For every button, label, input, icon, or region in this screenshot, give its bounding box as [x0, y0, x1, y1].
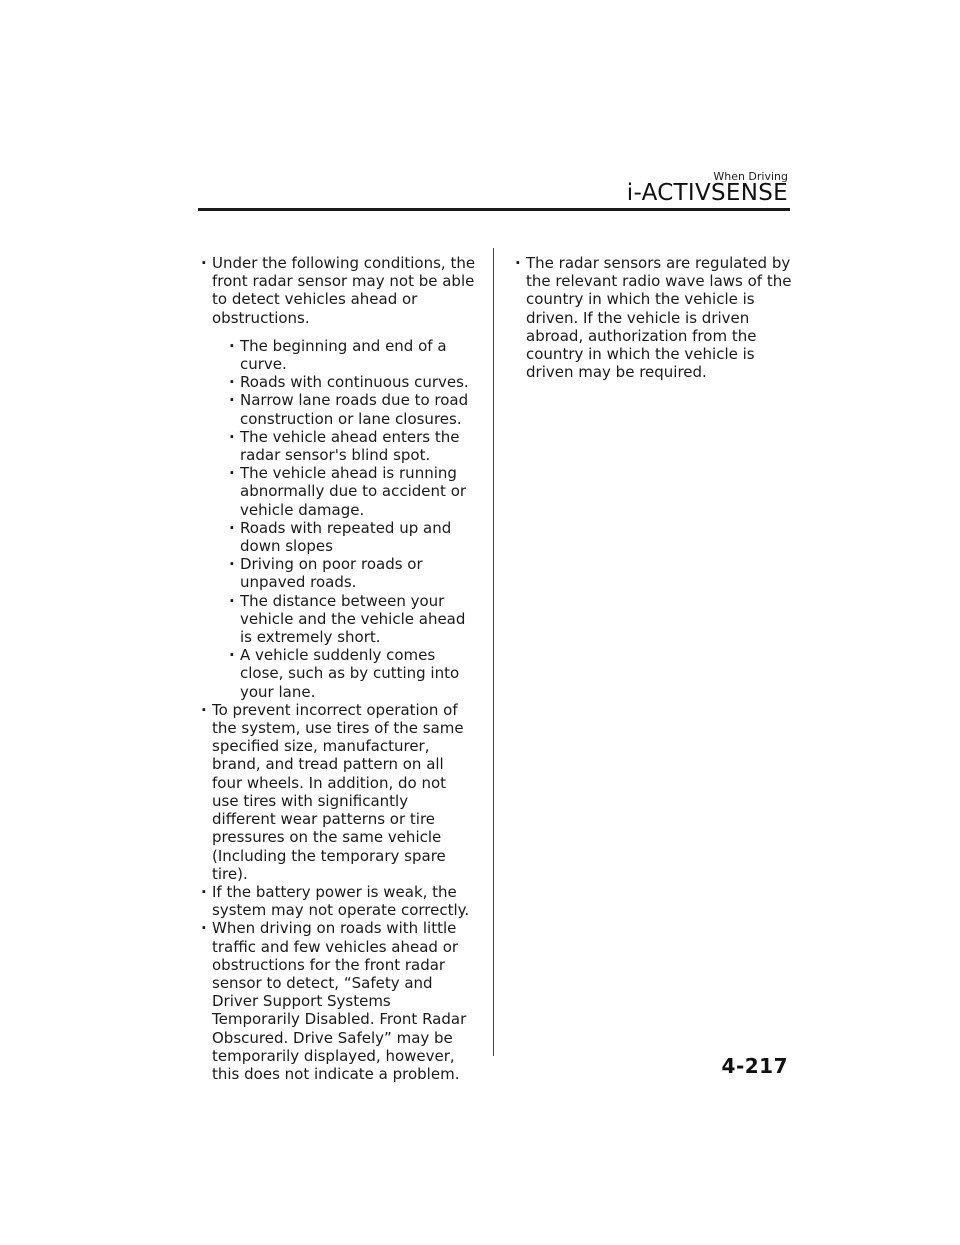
column-divider: [493, 248, 494, 1056]
left-column: [198, 254, 476, 1083]
sub-bullet-list: [212, 337, 476, 701]
sub-list-item: · The vehicle ahead enters the radar sensor's blind spot.: [226, 428, 476, 464]
sub-list-item: · The distance between your vehicle and the vehicle ahead is extremely short.: [226, 592, 476, 647]
section-label: When Driving: [713, 170, 788, 183]
sub-list-item: · The vehicle ahead is running abnormally due to accident or vehicle damage.: [226, 464, 476, 519]
sub-list-item: · The beginning and end of a curve.: [226, 337, 476, 373]
list-item: · To prevent incorrect operation of the system, use tires of the same specified size, manufacturer, brand, and tread pattern on all four wheels. In addition, do not use tires with significantly different wear patterns or tire pressures on the same vehicle (Including the temporary spare tire).: [198, 701, 476, 883]
chapter-title: i-ACTIVSENSE: [626, 180, 788, 206]
list-item: [198, 254, 476, 701]
sub-list-item: · Roads with continuous curves.: [226, 373, 476, 391]
list-item-text: Under the following conditions, the front radar sensor may not be able to detect vehicles ahead or obstructions.: [212, 254, 476, 327]
right-column: [512, 254, 792, 381]
sub-list-item: · Driving on poor roads or unpaved roads.: [226, 555, 476, 591]
list-item: · If the battery power is weak, the system may not operate correctly.: [198, 883, 476, 919]
bullet-list: [198, 254, 476, 1083]
sub-list-item: · A vehicle suddenly comes close, such as by cutting into your lane.: [226, 646, 476, 701]
sub-list-item: · Narrow lane roads due to road construction or lane closures.: [226, 391, 476, 427]
header-rule: [198, 208, 790, 211]
list-item: · When driving on roads with little traffic and few vehicles ahead or obstructions for the front radar sensor to detect, “Safety and Driver Support Systems Temporarily Disabled. Front Radar Obscured. Drive Safely” may be temporarily displayed, however, this does not indicate a problem.: [198, 919, 476, 1083]
page-number: 4-217: [721, 1054, 788, 1078]
sub-list-item: · Roads with repeated up and down slopes: [226, 519, 476, 555]
bullet-list: [512, 254, 792, 381]
list-item: · The radar sensors are regulated by the relevant radio wave laws of the country in which the vehicle is driven. If the vehicle is driven abroad, authorization from the country in which the vehicle is driven may be required.: [512, 254, 792, 381]
